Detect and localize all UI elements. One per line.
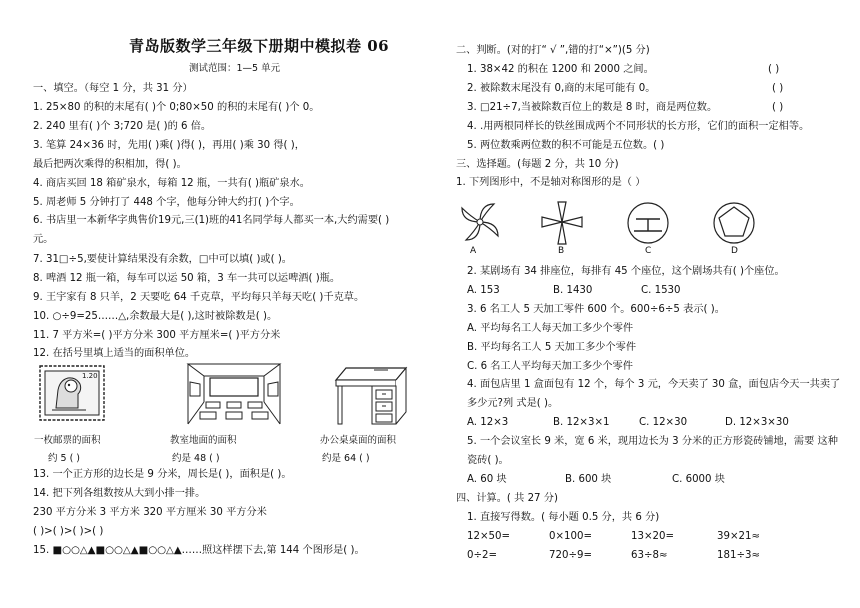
choice-option: B. 平均每名工人 5 天加工多少个零件 [467, 342, 637, 353]
circle-shape-icon [626, 201, 670, 245]
shape-label: B [558, 246, 565, 256]
choice-option: B. 1430 [553, 285, 593, 296]
calc-item: 0÷2= [467, 550, 498, 561]
choice-question: 5. 一个会议室长 9 米，宽 6 米，现用边长为 3 分米的正方形瓷砖铺地，需要 这种 [467, 436, 838, 447]
question-line: 元。 [33, 234, 54, 245]
question-line: 6. 书店里一本新华字典售价19元,三(1)班的41名同学每人都买一本,大约需要( ) [33, 215, 390, 226]
cross-shape-icon [540, 200, 584, 246]
question-line: ( )>( )>( )>( ) [33, 526, 104, 537]
calc-subheading: 1. 直接写得数。( 每小题 0.5 分，共 6 分) [467, 512, 660, 523]
judge-line: 5. 两位数乘两位数的积不可能是五位数。( ) [467, 140, 665, 151]
question-line: 7. 31□÷5,要使计算结果没有余数，□中可以填( )或( )。 [33, 254, 292, 265]
question-line: 4. 商店买回 18 箱矿泉水，每箱 12 瓶，一共有( )瓶矿泉水。 [33, 178, 310, 189]
question-line: 13. 一个正方形的边长是 9 分米，周长是( )，面积是( )。 [33, 469, 292, 480]
choice-option: B. 600 块 [565, 474, 612, 485]
choice-option: A. 60 块 [467, 474, 507, 485]
choice-option: A. 12×3 [467, 417, 509, 428]
page-title: 青岛版数学三年级下册期中模拟卷 06 [129, 37, 390, 55]
classroom-caption: 教室地面的面积 [170, 435, 237, 446]
calc-item: 0×100= [549, 531, 592, 542]
judge-line: 4. .用两根同样长的铁丝围成两个不同形状的长方形，它们的面积一定相等。 [467, 121, 810, 132]
question-line: 1. 25×80 的积的末尾有( )个 0;80×50 的积的末尾有( )个 0。 [33, 102, 320, 113]
question-line: 11. 7 平方米=( )平方分米 300 平方厘米=( )平方分米 [33, 330, 281, 341]
choice-option: C. 1530 [641, 285, 681, 296]
section-fill-heading: 一、填空。（每空 1 分，共 31 分） [33, 83, 193, 94]
desk-icon [334, 364, 410, 426]
classroom-answer: 约是 48 ( ) [172, 453, 220, 464]
desk-caption: 办公桌桌面的面积 [320, 435, 397, 446]
calc-item: 720÷9= [549, 550, 592, 561]
calc-item: 12×50= [467, 531, 510, 542]
judge-blank: ( ) [768, 64, 780, 75]
choice-question: 3. 6 名工人 5 天加工零件 600 个。600÷6÷5 表示( )。 [467, 304, 725, 315]
shape-label: A [470, 246, 477, 256]
question-line: 8. 啤酒 12 瓶一箱，每车可以运 50 箱，3 车一共可以运啤酒( )瓶。 [33, 273, 341, 284]
classroom-icon [184, 362, 284, 426]
shape-label: C [645, 246, 652, 256]
choice-option: A. 平均每名工人每天加工多少个零件 [467, 323, 634, 334]
choice-question: 多少元?列 式是( )。 [467, 398, 559, 409]
choice-option: A. 153 [467, 285, 500, 296]
calc-item: 13×20= [631, 531, 674, 542]
judge-line: 3. □21÷7,当被除数百位上的数是 8 时，商是两位数。 [467, 102, 718, 113]
section-judge-heading: 二、判断。(对的打“ √ ”,错的打“×”)(5 分) [456, 45, 650, 56]
shape-label: D [731, 246, 738, 256]
choice-option: C. 12×30 [639, 417, 688, 428]
stamp-value: 1.20 [82, 372, 98, 380]
calc-item: 181÷3≈ [717, 550, 760, 561]
pinwheel-shape-icon [458, 200, 502, 244]
choice-option: C. 6000 块 [672, 474, 725, 485]
judge-blank: ( ) [772, 102, 784, 113]
question-line: 230 平方分米 3 平方米 320 平方厘米 30 平方分米 [33, 507, 267, 518]
judge-line: 2. 被除数末尾没有 0,商的末尾可能有 0。 [467, 83, 656, 94]
stamp-answer: 约 5 ( ) [48, 453, 81, 464]
calc-item: 39×21≈ [717, 531, 760, 542]
pentagon-shape-icon [712, 201, 756, 245]
judge-blank: ( ) [772, 83, 784, 94]
section-calc-heading: 四、计算。( 共 27 分) [456, 493, 558, 504]
choice-option: C. 6 名工人平均每天加工多少个零件 [467, 361, 633, 372]
choice-question: 瓷砖( )。 [467, 455, 509, 466]
question-line: 14. 把下列各组数按从大到小排一排。 [33, 488, 206, 499]
question-line: 10. ○÷9=25……△,余数最大是( ),这时被除数是( )。 [33, 311, 278, 322]
choice-option: D. 12×3×30 [725, 417, 789, 428]
question-line: 12. 在括号里填上适当的面积单位。 [33, 348, 196, 359]
question-line: 15. ■○○△▲■○○△▲■○○△▲……照这样摆下去,第 144 个图形是( )。 [33, 545, 365, 556]
choice-question: 1. 下列图形中，不是轴对称图形的是（ ） [456, 177, 646, 188]
calc-item: 63÷8≈ [631, 550, 668, 561]
question-line: 5. 周老师 5 分钟打了 448 个字，他每分钟大约打( )个字。 [33, 197, 300, 208]
stamp-caption: 一枚邮票的面积 [34, 435, 101, 446]
choice-option: B. 12×3×1 [553, 417, 610, 428]
choice-question: 2. 某剧场有 34 排座位，每排有 45 个座位，这个剧场共有( )个座位。 [467, 266, 785, 277]
section-choice-heading: 三、选择题。(每题 2 分，共 10 分) [456, 159, 619, 170]
question-line: 2. 240 里有( )个 3;720 是( )的 6 倍。 [33, 121, 212, 132]
desk-answer: 约是 64 ( ) [322, 453, 370, 464]
question-line: 最后把两次乘得的积相加，得( )。 [33, 159, 187, 170]
choice-question: 4. 面包店里 1 盒面包有 12 个，每个 3 元，今天卖了 30 盒，面包店今天一共卖了 [467, 379, 841, 390]
stamp-icon [38, 364, 106, 422]
test-scope: 测试范围：1—5 单元 [189, 63, 281, 74]
question-line: 3. 笔算 24×36 时，先用( )乘( )得( )，再用( )乘 30 得( )， [33, 140, 305, 151]
judge-line: 1. 38×42 的积在 1200 和 2000 之间。 [467, 64, 654, 75]
question-line: 9. 王宇家有 8 只羊，2 天要吃 64 千克草，平均每只羊每天吃( )千克草。 [33, 292, 365, 303]
